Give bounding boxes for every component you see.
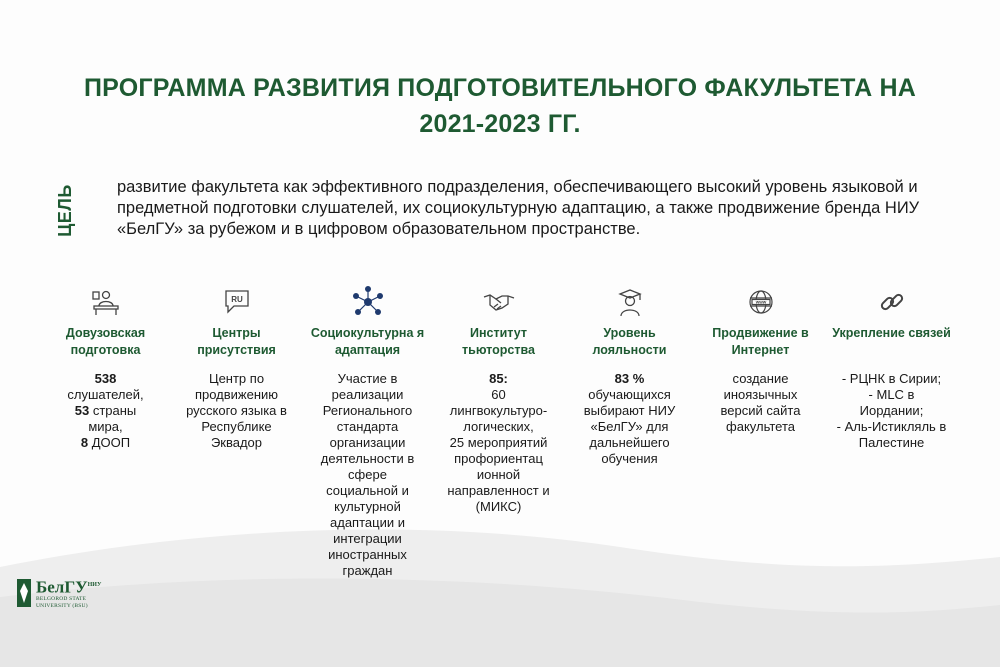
goal-label-text: ЦЕЛЬ <box>54 183 75 237</box>
stat-value: 53 <box>74 403 90 418</box>
column-title: Укрепление связей <box>832 326 951 340</box>
column-title: Довузовская подготовка <box>65 326 146 357</box>
stat-line <box>50 387 162 403</box>
list-item: - РЦНК в Сирии; <box>841 371 942 386</box>
program-columns <box>40 285 960 615</box>
logo-superscript: НИУ <box>87 581 102 588</box>
column-body: создание иноязычных версий сайта факультета <box>720 371 801 434</box>
stat-text: мира, <box>88 419 123 434</box>
column-tutoring <box>433 285 564 615</box>
column-title: Институт тьюторства <box>462 326 535 357</box>
svg-text:www: www <box>755 299 766 305</box>
list-item: - Аль-Истикляль в Палестине <box>836 419 947 450</box>
column-body <box>443 371 555 515</box>
stat-line <box>50 371 162 387</box>
ru-speech-bubble-icon <box>220 285 254 319</box>
column-body: Центр по продвижению русского языка в Республике Эквадор <box>186 371 287 450</box>
stat-value: 8 <box>80 435 89 450</box>
logo-subtitle-1: BELGOROD STATE <box>36 596 87 603</box>
column-loyalty <box>564 285 695 615</box>
www-globe-icon <box>744 285 778 319</box>
stat-line <box>574 371 686 387</box>
stat-text: страны <box>89 403 137 418</box>
logo-text <box>36 576 101 611</box>
page-title: ПРОГРАММА РАЗВИТИЯ ПОДГОТОВИТЕЛЬНОГО ФАКУЛЬТЕТА НА 2021-2023 ГГ. <box>84 74 916 138</box>
stat-line <box>443 371 555 387</box>
stat-line: 25 мероприятий профориентац ионной направленност и (МИКС) <box>447 435 550 514</box>
logo-name <box>36 576 101 597</box>
logo-emblem-icon <box>16 577 32 609</box>
list-item: - MLC в Иордании; <box>859 387 924 418</box>
column-body: Участие в реализации Регионального стандарта организации деятельности в сфере социальной и культурной адаптации и интеграции иностранных граждан <box>320 371 415 578</box>
logo-subtitle-2: UNIVERSITY (BSU) <box>36 603 88 610</box>
stat-line <box>50 403 162 419</box>
university-logo <box>16 573 126 613</box>
goal-text: развитие факультета как эффективного подразделения, обеспечивающего высокий уровень языковой и предметной подготовки слушателей, их социокультурную адаптацию, а также продвижение бренда НИУ «БелГУ» за рубежом и в цифровом образовательном пространстве. <box>117 178 920 238</box>
column-body <box>836 371 948 451</box>
stat-value: 538 <box>94 371 117 386</box>
column-title: Социокультурна я адаптация <box>310 326 425 357</box>
column-presence-centers <box>171 285 302 615</box>
column-internet <box>695 285 826 615</box>
column-body <box>574 371 686 467</box>
column-title: Уровень лояльности <box>592 326 667 357</box>
graduate-icon <box>613 285 647 319</box>
column-body <box>50 371 162 451</box>
column-strengthening-ties <box>826 285 957 615</box>
teacher-desk-icon <box>89 285 123 319</box>
handshake-icon <box>482 285 516 319</box>
column-title: Продвижение в Интернет <box>712 326 809 357</box>
people-network-icon <box>351 285 385 319</box>
stat-line <box>50 435 162 451</box>
logo-name-text: БелГУ <box>36 577 88 597</box>
column-sociocultural <box>302 285 433 615</box>
stat-line: обучающихся выбирают НИУ «БелГУ» для дальнейшего обучения <box>583 387 676 466</box>
goal-label <box>30 183 100 237</box>
stat-value: 85: <box>489 371 508 386</box>
stat-value: 83 % <box>614 371 645 386</box>
column-title: Центры присутствия <box>197 326 276 357</box>
stat-line: 60 лингвокультуро-логических, <box>449 387 548 434</box>
stat-text: слушателей, <box>67 387 144 402</box>
chain-link-icon <box>875 285 909 319</box>
stat-line <box>50 419 162 435</box>
column-pre-university <box>40 285 171 615</box>
stat-text: ДООП <box>88 435 131 450</box>
svg-text:RU: RU <box>230 295 243 304</box>
